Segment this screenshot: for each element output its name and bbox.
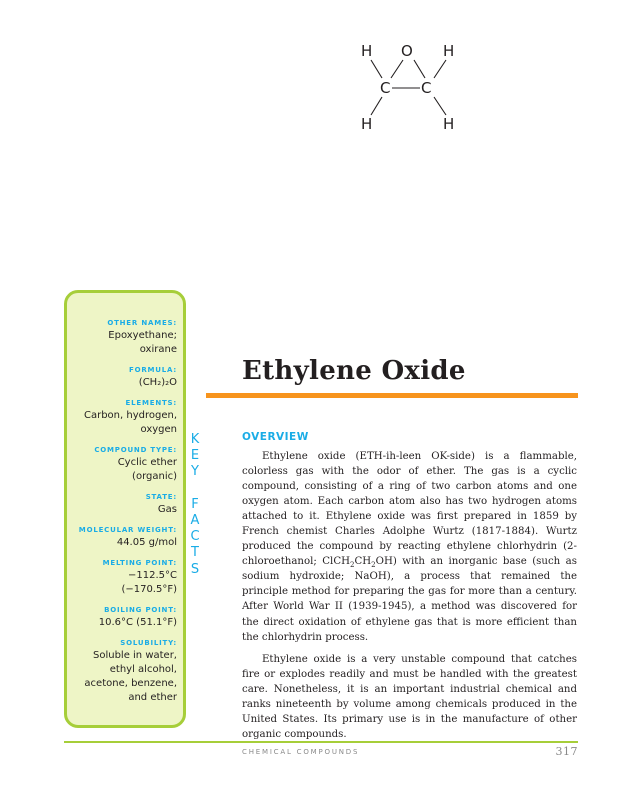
atom-o: O	[401, 42, 413, 60]
key-fact-label: OTHER NAMES:	[107, 319, 177, 327]
bond-h-c-right-bottom	[434, 97, 446, 115]
ethylene-oxide-structure-diagram	[340, 35, 470, 135]
bond-h-c-left-top	[371, 60, 382, 78]
bond-h-c-right-top	[434, 60, 446, 78]
key-fact-value: −112.5°C (−170.5°F)	[121, 570, 177, 595]
vertical-label-letter: C	[190, 529, 200, 545]
key-fact-value: Soluble in water,	[92, 650, 177, 661]
key-fact-label: MOLECULAR WEIGHT:	[78, 526, 177, 534]
vertical-label-letter: Y	[191, 464, 199, 480]
key-facts-panel	[64, 290, 186, 728]
atom-c-right: C	[421, 79, 432, 97]
article-body	[242, 449, 577, 749]
key-fact-value: Carbon, hydrogen,	[83, 410, 177, 421]
vertical-label-letter: K	[190, 432, 200, 447]
key-fact-label: BOILING POINT:	[104, 606, 177, 614]
key-fact-value: ethyl alcohol,	[109, 664, 177, 675]
vertical-label-letter: F	[191, 496, 199, 512]
paragraph-1	[242, 449, 577, 645]
paragraph-1-text-b: CH	[354, 556, 372, 568]
bond-o-c-left	[391, 60, 403, 78]
key-fact-value: Epoxyethane; oxirane	[108, 330, 177, 355]
key-fact-label: ELEMENTS:	[125, 399, 177, 407]
atom-c-left: C	[380, 79, 391, 97]
atom-h-bottom-left: H	[361, 115, 373, 133]
vertical-label-letter: T	[191, 545, 199, 561]
bond-h-c-left-bottom	[371, 97, 382, 115]
key-fact-value: acetone, benzene,	[84, 678, 177, 689]
atom-h-bottom-right: H	[443, 115, 455, 133]
key-fact-value: (CH₂)₂O	[138, 377, 177, 388]
key-fact-label: SOLUBILITY:	[120, 639, 177, 647]
paragraph-1-text-c: OH) with an inorganic base (such as sodium hydroxide; NaOH), a process that remained the principle method for preparing the gas for more than a century. After World War II (1939-1945), a method was discovered for the direct oxidation of ethylene gas that is more efficient than the chlorhydrin process.	[242, 556, 577, 643]
key-fact-value: Cyclic ether (organic)	[117, 457, 177, 482]
paragraph-1-text-a: Ethylene oxide (ETH-ih-leen OK-side) is a flammable, colorless gas with the odor of ether. The gas is a cyclic compound, consisting of a ring of two carbon atoms and one oxygen atom. Each carbon atom also has two hydrogen atoms attached to it. Ethylene oxide was first prepared in 1859 by French chemist Charles Adolphe Wurtz (1817-1884). Wurtz produced the compound by reacting ethylene chlorhydrin (2-chloroethanol; ClCH	[242, 451, 577, 568]
article-title: Ethylene Oxide	[242, 356, 466, 386]
vertical-label-letter: E	[190, 448, 200, 464]
key-fact-value: 44.05 g/mol	[116, 537, 177, 548]
vertical-label-letter: S	[190, 561, 200, 577]
atom-h-top-left: H	[361, 42, 373, 60]
footer-running-title: CHEMICAL COMPOUNDS	[242, 748, 360, 756]
page-number: 317	[555, 745, 578, 758]
vertical-label-letter	[188, 481, 202, 497]
key-fact-value: Gas	[157, 504, 177, 515]
key-fact-label: FORMULA:	[129, 366, 177, 374]
subscript: 2	[371, 561, 376, 570]
key-fact-label: MELTING POINT:	[102, 559, 177, 567]
key-fact-label: COMPOUND TYPE:	[94, 446, 177, 454]
subscript: 2	[350, 561, 355, 570]
key-fact-value: and ether	[128, 692, 177, 703]
key-fact-value: 10.6°C (51.1°F)	[98, 617, 177, 628]
atom-h-top-right: H	[443, 42, 455, 60]
key-fact-label: STATE:	[145, 493, 177, 501]
footer-rule	[64, 741, 578, 743]
section-heading-overview: OVERVIEW	[242, 431, 309, 443]
key-facts-vertical-label	[188, 432, 202, 578]
bond-o-c-right	[414, 60, 425, 78]
title-underline-rule	[206, 393, 578, 398]
key-fact-value: oxygen	[140, 424, 177, 435]
vertical-label-letter: A	[190, 513, 200, 529]
paragraph-2: Ethylene oxide is a very unstable compound that catches fire or explodes readily and must be handled with the greatest care. Nonetheless, it is an important industrial chemical and ranks nineteenth by volume among chemicals produced in the United States. Its primary use is in the manufacture of other organic compounds.	[242, 653, 577, 740]
